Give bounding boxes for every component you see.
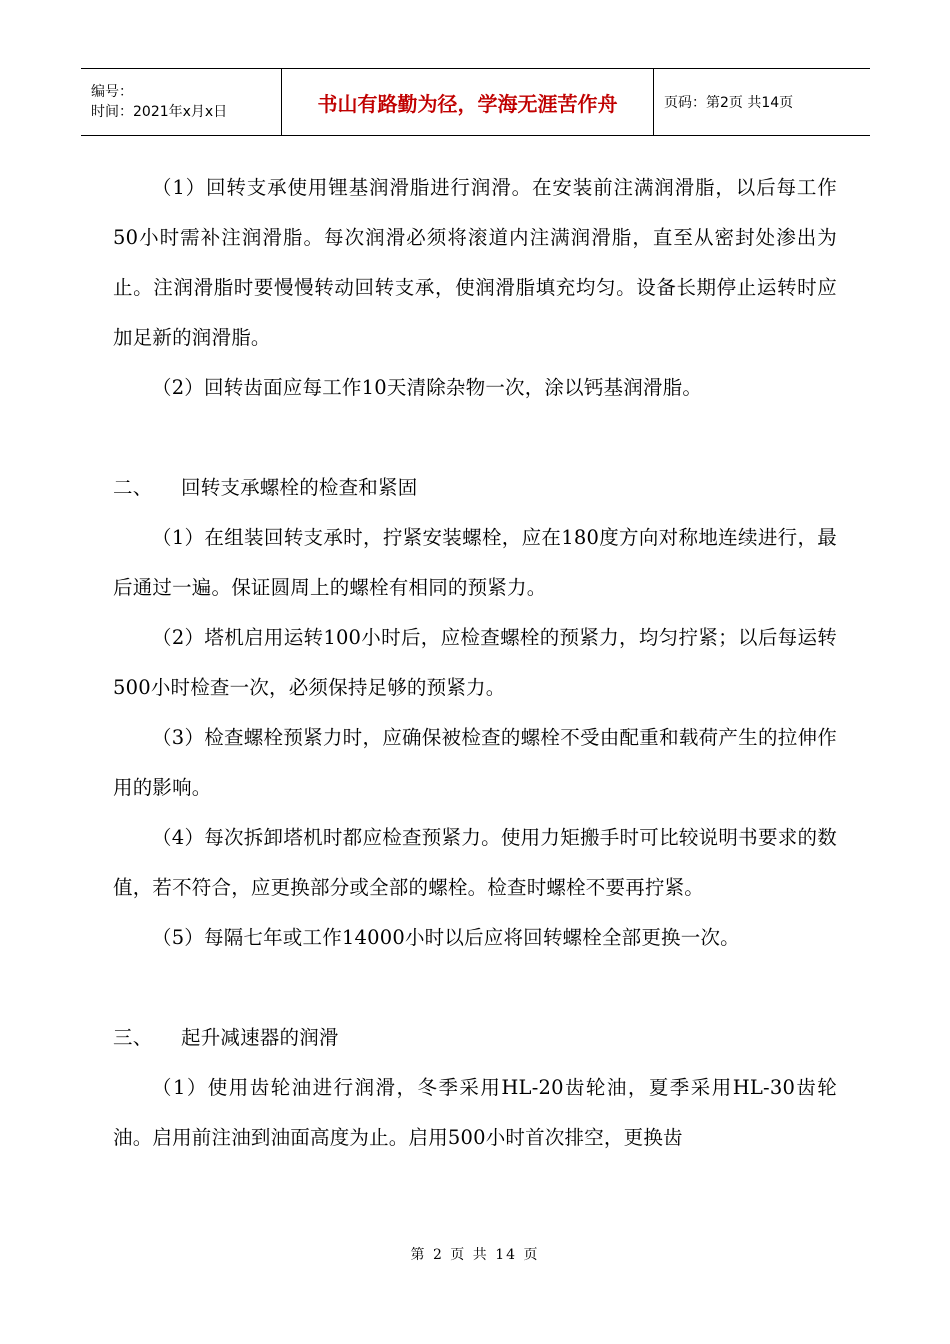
paragraph: （1）在组装回转支承时，拧紧安装螺栓，应在180度方向对称地连续进行，最后通过一遍。保证圆周上的螺栓有相同的预紧力。 [113,526,837,599]
paragraph: （2）塔机启用运转100小时后，应检查螺栓的预紧力，均匀拧紧；以后每运转500小时检查一次，必须保持足够的预紧力。 [113,626,837,699]
page-footer [0,1244,950,1264]
paragraph: （4）每次拆卸塔机时都应检查预紧力。使用力矩搬手时可比较说明书要求的数值，若不符合，应更换部分或全部的螺栓。检查时螺栓不要再拧紧。 [113,826,837,899]
section-title: 回转支承螺栓的检查和紧固 [181,476,418,499]
header-motto-cell [282,69,654,135]
document-date-label: 时间：2021年x月x日 [91,104,228,120]
section-title: 起升减速器的润滑 [181,1026,339,1049]
paragraph: （1）回转支承使用锂基润滑脂进行润滑。在安装前注满润滑脂，以后每工作50小时需补注润滑脂。每次润滑必须将滚道内注满润滑脂，直至从密封处渗出为止。注润滑脂时要慢慢转动回转支承，使润滑脂填充均匀。设备长期停止运转时应加足新的润滑脂。 [113,176,837,349]
footer-page-number: 第 2 页 共 14 页 [410,1247,540,1263]
paragraph: （1）使用齿轮油进行润滑，冬季采用HL-20齿轮油，夏季采用HL-30齿轮油。启用前注油到油面高度为止。启用500小时首次排空，更换齿 [113,1076,837,1149]
section-heading [113,1013,837,1063]
paragraph: （3）检查螺栓预紧力时，应确保被检查的螺栓不受由配重和载荷产生的拉伸作用的影响。 [113,726,837,799]
header-page-cell [654,69,870,135]
paragraph: （5）每隔七年或工作14000小时以后应将回转螺栓全部更换一次。 [152,926,740,949]
section-spacer [113,413,837,463]
document-code-label: 编号： [91,84,133,100]
section-spacer [113,963,837,1013]
section-number: 二、 [113,476,153,499]
section-number: 三、 [113,1026,153,1049]
paragraph: （2）回转齿面应每工作10天清除杂物一次，涂以钙基润滑脂。 [152,376,703,399]
page-header [81,68,870,136]
header-meta-cell [81,69,282,135]
header-motto: 书山有路勤为径，学海无涯苦作舟 [317,91,618,116]
header-page-number: 页码：第2页 共14页 [664,95,794,111]
document-body [113,163,837,1163]
section-heading [113,463,837,513]
